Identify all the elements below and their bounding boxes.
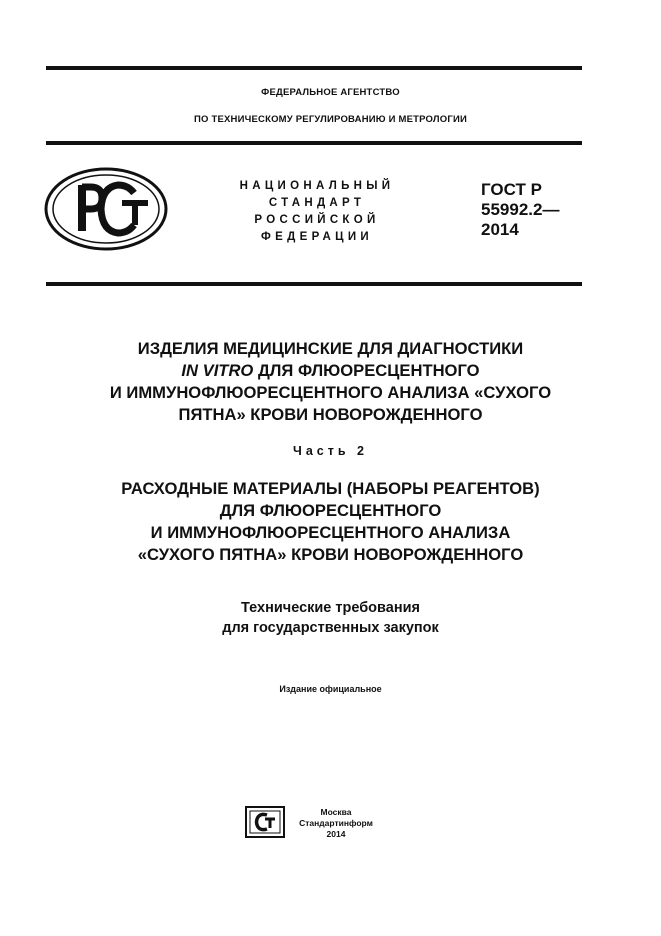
agency-line-2: ПО ТЕХНИЧЕСКОМУ РЕГУЛИРОВАНИЮ И МЕТРОЛОГИИ: [194, 114, 467, 125]
part-title: [0, 478, 661, 566]
part-title-line: РАСХОДНЫЕ МАТЕРИАЛЫ (НАБОРЫ РЕАГЕНТОВ): [121, 479, 540, 498]
subtitle-line: для государственных закупок: [222, 620, 439, 636]
title-rest: ДЛЯ ФЛЮОРЕСЦЕНТНОГО: [253, 361, 480, 380]
subtitle: [0, 598, 661, 638]
part-title-line: «СУХОГО ПЯТНА» КРОВИ НОВОРОЖДЕННОГО: [137, 545, 524, 564]
part-title-line: И ИММУНОФЛЮОРЕСЦЕНТНОГО АНАЛИЗА: [150, 523, 511, 542]
agency-line-1: ФЕДЕРАЛЬНОЕ АГЕНТСТВО: [261, 87, 400, 98]
logo-divider: [46, 282, 582, 286]
publisher-city: Москва: [320, 807, 352, 817]
standard-type-line: НАЦИОНАЛЬНЫЙ: [239, 180, 395, 192]
title-line: ПЯТНА» КРОВИ НОВОРОЖДЕННОГО: [178, 405, 483, 424]
standard-designation: [481, 180, 559, 240]
part-title-line: ДЛЯ ФЛЮОРЕСЦЕНТНОГО: [219, 501, 442, 520]
standard-type-line: РОССИЙСКОЙ: [254, 214, 380, 226]
title-line: И ИММУНОФЛЮОРЕСЦЕНТНОГО АНАЛИЗА «СУХОГО: [109, 383, 552, 402]
designation-line: 2014: [481, 220, 519, 239]
header-divider: [46, 141, 582, 145]
top-rule: [46, 66, 582, 70]
standard-type-line: ФЕДЕРАЦИИ: [261, 231, 373, 243]
standard-type-line: СТАНДАРТ: [268, 197, 366, 209]
publisher-info: [298, 807, 374, 840]
publisher-name: Стандартинформ: [299, 818, 373, 828]
designation-line: 55992.2—: [481, 200, 560, 219]
designation-line: ГОСТ Р: [481, 180, 542, 199]
document-title: [0, 338, 661, 426]
subtitle-line: Технические требования: [241, 600, 420, 616]
standard-type: [212, 178, 422, 246]
edition-note: Издание официальное: [279, 684, 382, 694]
title-line: ИЗДЕЛИЯ МЕДИЦИНСКИЕ ДЛЯ ДИАГНОСТИКИ: [137, 339, 524, 358]
rst-certification-mark-icon: [44, 167, 168, 251]
title-line: [0, 360, 661, 382]
title-italic: IN VITRO: [181, 361, 254, 380]
part-label: Часть 2: [293, 444, 368, 458]
standartinform-logo-icon: [245, 806, 285, 838]
publisher-year: 2014: [326, 829, 346, 839]
